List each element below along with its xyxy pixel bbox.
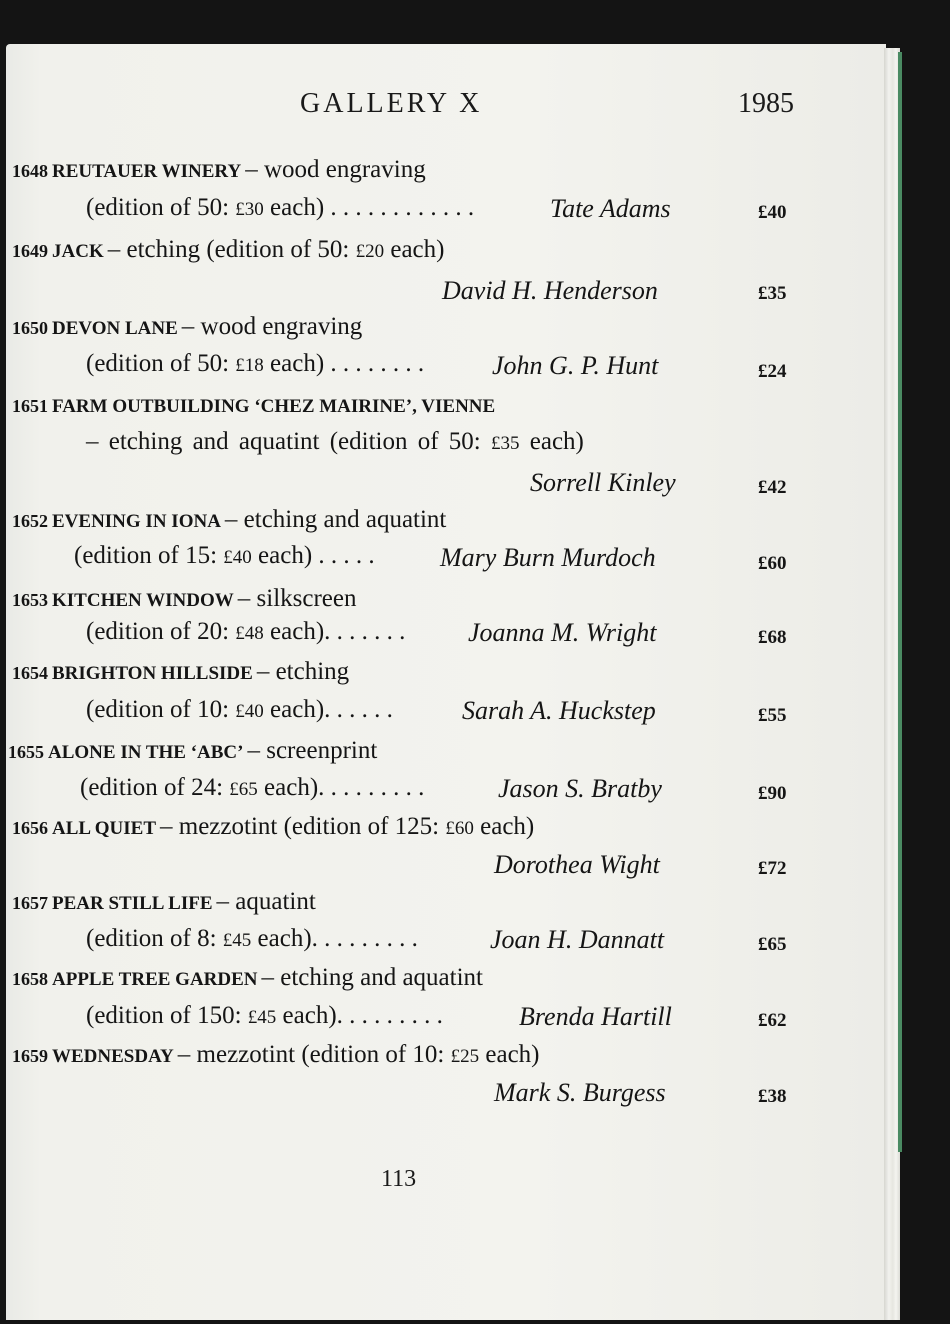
entry-price: £65 [758,934,787,955]
entry-medium: – mezzotint (edition of 125: £60 each) [160,813,535,840]
entry-artist: Mary Burn Murdoch [440,543,656,572]
entry-medium: – etching [256,658,350,685]
entry-title: REUTAUER WINERY [52,161,242,182]
entry-number: 1656 [12,818,48,838]
entry-line [12,585,356,613]
page-number: 113 [381,1166,417,1192]
entry-price: £62 [758,1010,787,1031]
entry-title: ALONE IN THE ‘ABC’ [48,742,244,763]
entry-medium: – wood engraving [245,156,426,183]
entry-price: £24 [758,361,787,382]
entry-medium: – wood engraving [181,313,363,340]
entry-artist: Brenda Hartill [519,1002,672,1031]
entry-line [12,236,444,264]
entry-medium: – etching (edition of 50: £20 each) [107,236,445,263]
entry-number: 1651 [12,396,48,416]
entry-title: FARM OUTBUILDING ‘CHEZ MAIRINE’, VIENNE [52,396,496,417]
entry-medium: – etching and aquatint [261,964,483,991]
entry-number: 1655 [8,742,44,762]
entry-line [12,964,483,992]
running-head-year: 1985 [738,88,794,119]
entry-line [12,658,349,686]
entry-edition: (edition of 8: £45 each). . . . . . . . . [86,925,418,952]
entry-title: ALL QUIET [52,818,157,839]
entry-artist: Dorothea Wight [494,850,660,879]
entry-price: £68 [758,627,787,648]
entry-edition: (edition of 20: £48 each). . . . . . . [86,618,406,645]
entry-number: 1648 [12,161,48,181]
entry-medium: – etching and aquatint [224,506,447,533]
entry-artist: Sorrell Kinley [530,468,676,497]
entry-number: 1654 [12,663,48,683]
entry-number: 1652 [12,511,48,531]
entry-title: BRIGHTON HILLSIDE [52,663,253,684]
entry-title: KITCHEN WINDOW [52,590,234,611]
entry-edition: (edition of 24: £65 each). . . . . . . . . [80,774,425,801]
entry-edition: (edition of 150: £45 each). . . . . . . . . [86,1002,443,1029]
entry-price: £35 [758,283,787,304]
entry-edition: (edition of 50: £18 each) . . . . . . . . [86,350,425,377]
entry-line [12,506,446,534]
entry-artist: Mark S. Burgess [494,1078,666,1107]
entry-title: EVENING IN IONA [52,511,221,532]
entry-title: PEAR STILL LIFE [52,893,213,914]
entry-artist: John G. P. Hunt [492,351,659,380]
entry-line [12,813,534,841]
entry-medium: – silkscreen [237,585,357,612]
entry-title: APPLE TREE GARDEN [52,969,258,990]
entry-number: 1658 [12,969,48,989]
entry-price: £55 [758,705,787,726]
entry-title: JACK [52,241,104,262]
entry-line [12,396,495,418]
entry-price: £38 [758,1086,787,1107]
entry-artist: David H. Henderson [442,276,658,305]
entry-medium: – mezzotint (edition of 10: £25 each) [177,1041,540,1068]
entry-price: £60 [758,553,787,574]
entry-price: £42 [758,477,787,498]
entry-edition: (edition of 15: £40 each) . . . . . [74,542,375,569]
entry-number: 1659 [12,1046,48,1066]
entry-price: £40 [758,202,787,223]
cover-edge [898,52,902,1152]
entry-line [12,156,426,184]
entry-number: 1653 [12,590,48,610]
running-head-title: GALLERY X [300,88,483,119]
entry-line [12,888,316,916]
entry-line [12,313,362,341]
entry-edition: – etching and aquatint (edition of 50: £35 each) [86,428,584,455]
entry-line [8,737,377,765]
entry-title: DEVON LANE [52,318,178,339]
entry-number: 1650 [12,318,48,338]
entry-medium: – screenprint [247,737,378,764]
entry-number: 1657 [12,893,48,913]
entry-artist: Jason S. Bratby [498,774,662,803]
entry-price: £72 [758,858,787,879]
entry-medium: – aquatint [216,888,316,915]
entry-edition: (edition of 50: £30 each) . . . . . . . . . . . . [86,194,475,221]
entry-edition: (edition of 10: £40 each). . . . . . [86,696,393,723]
entry-artist: Tate Adams [550,194,671,223]
entry-price: £90 [758,783,787,804]
entry-line [12,1041,540,1069]
entry-title: WEDNESDAY [52,1046,174,1067]
entry-artist: Sarah A. Huckstep [462,696,656,725]
entry-number: 1649 [12,241,48,261]
entry-artist: Joanna M. Wright [468,618,657,647]
entry-artist: Joan H. Dannatt [490,925,665,954]
